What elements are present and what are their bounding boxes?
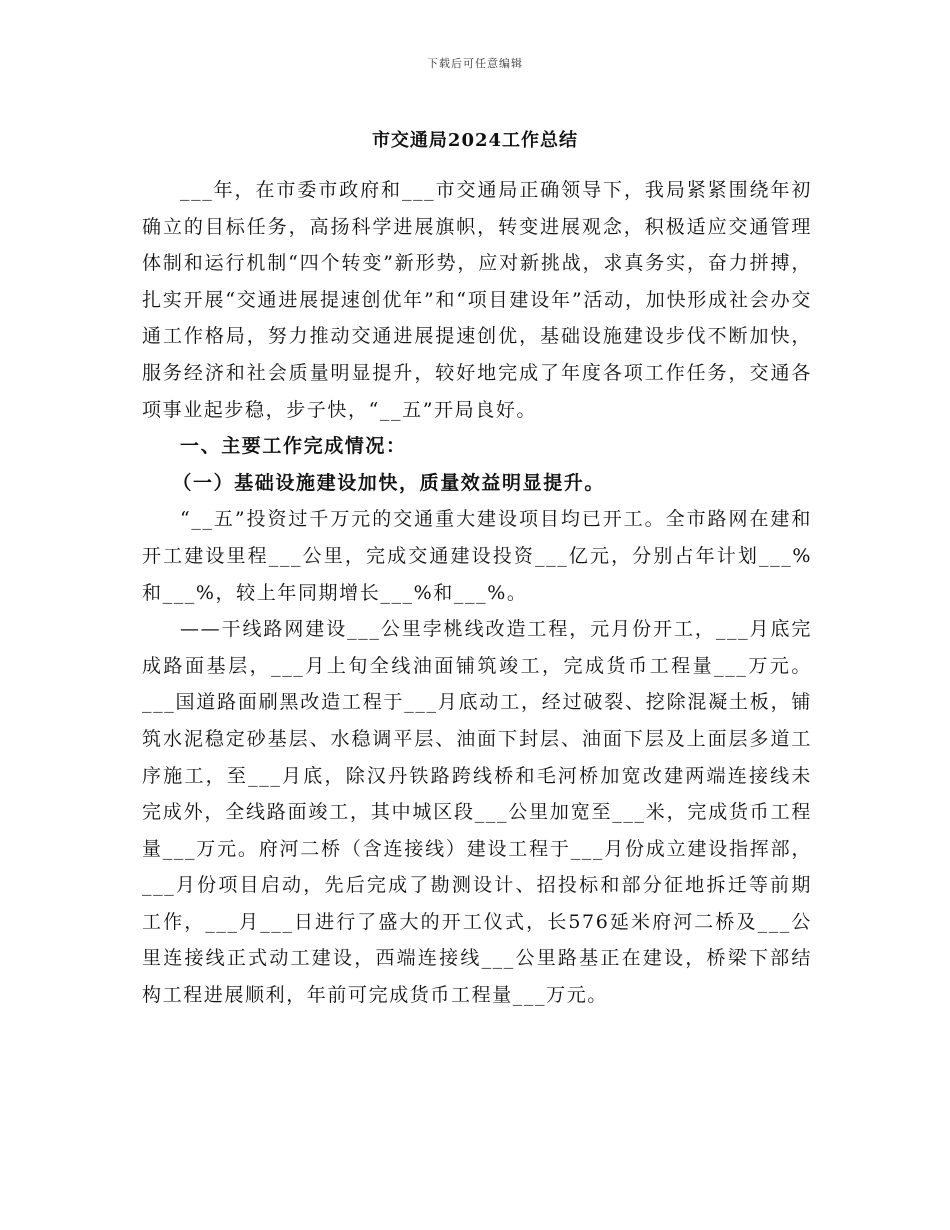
header-note: 下载后可任意编辑 [427, 57, 523, 70]
trunk-road-paragraph: ——干线路网建设___公里孛桃线改造工程，元月份开工，___月底完成路面基层，___月上旬全线油面铺筑竣工，完成货币工程量___万元。___国道路面刷黑改造工程于___月底动工，经过破裂、挖除混凝土板，铺筑水泥稳定砂基层、水稳调平层、油面下封层、油面下层及上面层多道工序施工，至___月底，除汉丹铁路跨线桥和毛河桥加宽改建两端连接线未完成外，全线路面竣工，其中城区段___公里加宽至___米，完成货币工程量___万元。府河二桥（含连接线）建设工程于___月份成立建设指挥部，___月份项目启动，先后完成了勘测设计、招投标和部分征地拆迁等前期工作，___月___日进行了盛大的开工仪式，长576延米府河二桥及___公里连接线正式动工建设，西端连接线___公里路基正在建设，桥梁下部结构工程进展顺利，年前可完成货币工程量___万元。 [142, 618, 812, 1007]
subsection-heading-infrastructure: （一）基础设施建设加快，质量效益明显提升。 [172, 471, 605, 494]
section-heading-main-work: 一、主要工作完成情况： [180, 435, 407, 458]
investment-paragraph: “__五”投资过千万元的交通重大建设项目均已开工。全市路网在建和开工建设里程___公里，完成交通建设投资___亿元，分别占年计划___%和___%，较上年同期增长___%和___%。 [142, 508, 812, 604]
document-title: 市交通局2024工作总结 [371, 130, 579, 151]
intro-paragraph: ___年，在市委市政府和___市交通局正确领导下，我局紧紧围绕年初确立的目标任务，高扬科学进展旗帜，转变进展观念，积极适应交通管理体制和运行机制“四个转变”新形势，应对新挑战，求真务实，奋力拼搏，扎实开展“交通进展提速创优年”和“项目建设年”活动，加快形成社会办交通工作格局，努力推动交通进展提速创优，基础设施建设步伐不断加快，服务经济和社会质量明显提升，较好地完成了年度各项工作任务，交通各项事业起步稳，步子快，“__五”开局良好。 [142, 179, 812, 421]
document-body [142, 172, 812, 1014]
